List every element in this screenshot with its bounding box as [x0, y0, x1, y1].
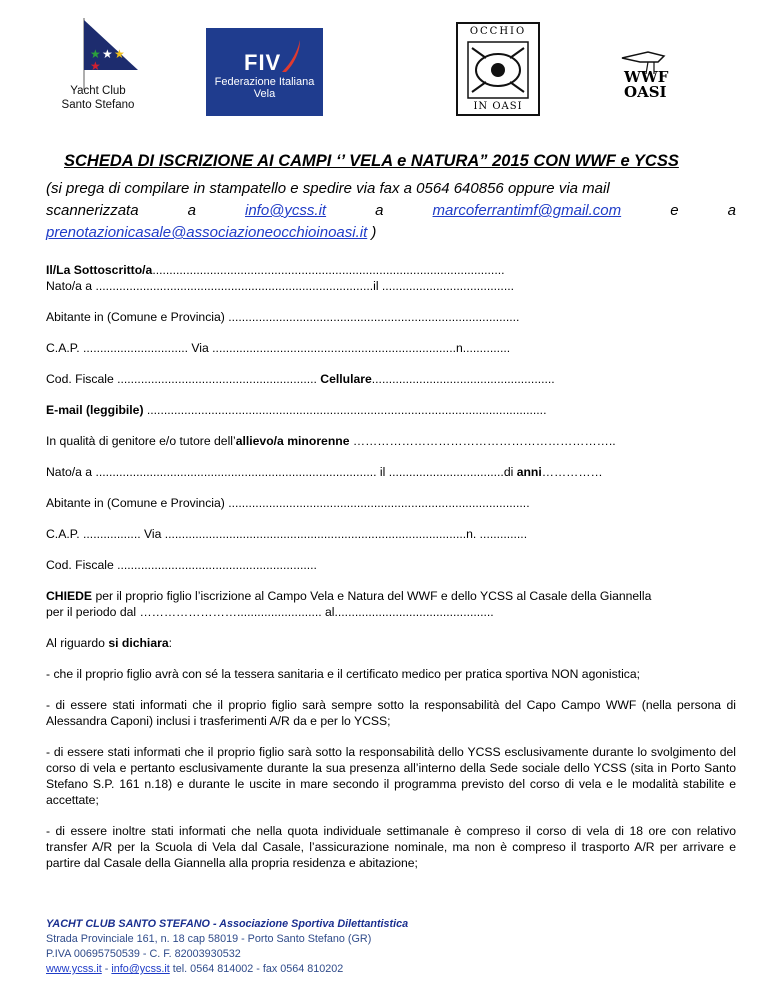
field-cap-via-allievo[interactable]: C.A.P. ................. Via .........................................................................................n. ..............: [46, 527, 528, 541]
footer-sep: -: [101, 963, 112, 975]
field-dots: ......................................................: [371, 372, 555, 386]
field-label: Il/La Sottoscritto/a: [46, 263, 153, 277]
riguardo-colon: :: [168, 636, 173, 650]
email-link-casale[interactable]: prenotazionicasale@associazioneocchioinoasi.it: [46, 224, 368, 241]
field-periodo[interactable]: per il periodo dal ……………………......................... al...............................................: [46, 605, 494, 619]
fiv-logo-mark: FIV: [244, 50, 282, 75]
field-cf: Cod. Fiscale ...........................................................: [46, 372, 321, 386]
declaration-1: - che il proprio figlio avrà con sé la tessera sanitaria e il certificato medico per pratica sportiva NON agonistica;: [46, 667, 641, 681]
note-word: a: [375, 202, 384, 219]
ycss-logo-text: [38, 84, 158, 112]
field-label: E-mail (leggibile): [46, 403, 144, 417]
fiv-logo-caption: Federazione Italiana Vela: [214, 76, 315, 100]
field-qualita-genitore[interactable]: [46, 433, 736, 449]
svg-text:★: ★: [90, 59, 101, 73]
wwf-oasi-logo: [608, 40, 684, 116]
field-abitante-allievo[interactable]: Abitante in (Comune e Provincia) .........................................................................................: [46, 496, 530, 510]
field-codice-fiscale-cellulare[interactable]: [46, 371, 736, 387]
instruction-note: [46, 178, 736, 244]
riguardo-line: [46, 635, 736, 651]
field-label: anni: [516, 465, 542, 479]
svg-text:★: ★: [114, 47, 125, 61]
fiv-logo: [206, 28, 323, 116]
footer-contacts: [46, 962, 408, 977]
field-sottoscritto[interactable]: [46, 262, 736, 278]
footer-email-link[interactable]: info@ycss.it: [111, 963, 170, 975]
svg-text:★: ★: [90, 47, 101, 61]
occhio-logo-top: OCCHIO: [469, 26, 527, 37]
wwf-logo-line2: OASI: [624, 83, 667, 101]
note-word: a: [187, 202, 196, 219]
email-link-ferranti[interactable]: marcoferrantimf@gmail.com: [432, 202, 622, 219]
declaration-4: - di essere inoltre stati informati che nella quota individuale settimanale è compreso il corso di vela di 18 ore con relativo transfer A/R per la Scuola di Vela dal Casale, l’assicurazione nominale, ma non è compreso il trasporto A/R per arrivare e partire dal Casale della Giannella alla propria residenza e abitazione;: [46, 824, 736, 870]
field-text: Nato/a a ................................................................................... il ..................................di: [46, 465, 517, 479]
wwf-logo-line1: WWF: [624, 68, 669, 86]
registration-form: [46, 262, 736, 871]
field-nato-allievo[interactable]: [46, 464, 736, 480]
field-codice-fiscale-allievo[interactable]: Cod. Fiscale ...........................................................: [46, 558, 317, 572]
field-label: allievo/a minorenne: [235, 434, 350, 448]
note-line3: [46, 222, 736, 244]
chiede-paragraph: [46, 588, 736, 604]
occhio-logo-bottom: IN OASI: [473, 101, 523, 112]
note-word: scannerizzata: [46, 202, 139, 219]
note-word: a: [727, 202, 736, 219]
email-link-ycss[interactable]: info@ycss.it: [245, 202, 327, 219]
field-nato[interactable]: Nato/a a ..................................................................................il .......................................: [46, 279, 514, 293]
document-title: SCHEDA DI ISCRIZIONE AI CAMPI ‘’ VELA e NATURA” 2015 CON WWF e YCSS: [64, 152, 679, 170]
field-cap-via[interactable]: C.A.P. ............................... Via ........................................................................n..............: [46, 341, 511, 355]
field-label: Cellulare: [320, 372, 372, 386]
note-close: ): [367, 224, 377, 241]
field-dots: ………………………………………………………..: [349, 434, 616, 448]
footer: [46, 917, 408, 977]
footer-phones: tel. 0564 814002 - fax 0564 810202: [169, 963, 344, 975]
riguardo-label: si dichiara: [108, 636, 169, 650]
field-dots: ........................................................................................................: [152, 263, 505, 277]
footer-website-link[interactable]: www.ycss.it: [46, 963, 102, 975]
field-abitante[interactable]: Abitante in (Comune e Provincia) ......................................................................................: [46, 310, 520, 324]
riguardo-text: Al riguardo: [46, 636, 109, 650]
chiede-text: per il proprio figlio l’iscrizione al Campo Vela e Natura del WWF e dello YCSS al Casale della Giannella: [92, 589, 652, 603]
footer-address: Strada Provinciale 161, n. 18 cap 58019 - Porto Santo Stefano (GR): [46, 933, 372, 945]
field-dots: ......................................................................................................................: [143, 403, 547, 417]
wwf-logo-text: [624, 70, 668, 100]
occhio-in-oasi-logo: [456, 22, 540, 116]
svg-text:★: ★: [102, 47, 113, 61]
footer-org: YACHT CLUB SANTO STEFANO - Associazione Sportiva Dilettantistica: [46, 918, 409, 930]
declaration-2: - di essere stati informati che il proprio figlio sarà sempre sotto la responsabilità del Capo Campo WWF (nella persona di Alessandra Caponi) inclusi i trasferimenti A/R da e per lo YCSS;: [46, 698, 736, 728]
note-line2: [46, 200, 736, 222]
field-dots: ……………: [541, 465, 603, 479]
ycss-logo-line2: Santo Stefano: [61, 99, 135, 111]
ycss-logo-line1: Yacht Club: [70, 85, 126, 97]
field-email[interactable]: [46, 402, 736, 418]
footer-piva: P.IVA 00695750539 - C. F. 82003930532: [46, 948, 241, 960]
note-line1: (si prega di compilare in stampatello e spedire via fax a 0564 640856 oppure via mail: [46, 180, 610, 197]
declaration-3: - di essere stati informati che il proprio figlio sarà sotto la responsabilità dello YCSS esclusivamente durante lo svolgimento del corso di vela e pertanto esclusivamente durante la sua presenza all’interno della Sede sociale dello YCSS (sita in Porto Santo Stefano S.P. 161 n.18) e durante le uscite in mare secondo il programma previsto del corso di vela e le modalità stabilite e accettate;: [46, 745, 736, 807]
note-word: e: [670, 202, 679, 219]
field-text: In qualità di genitore e/o tutore dell’: [46, 434, 236, 448]
chiede-label: CHIEDE: [46, 589, 93, 603]
